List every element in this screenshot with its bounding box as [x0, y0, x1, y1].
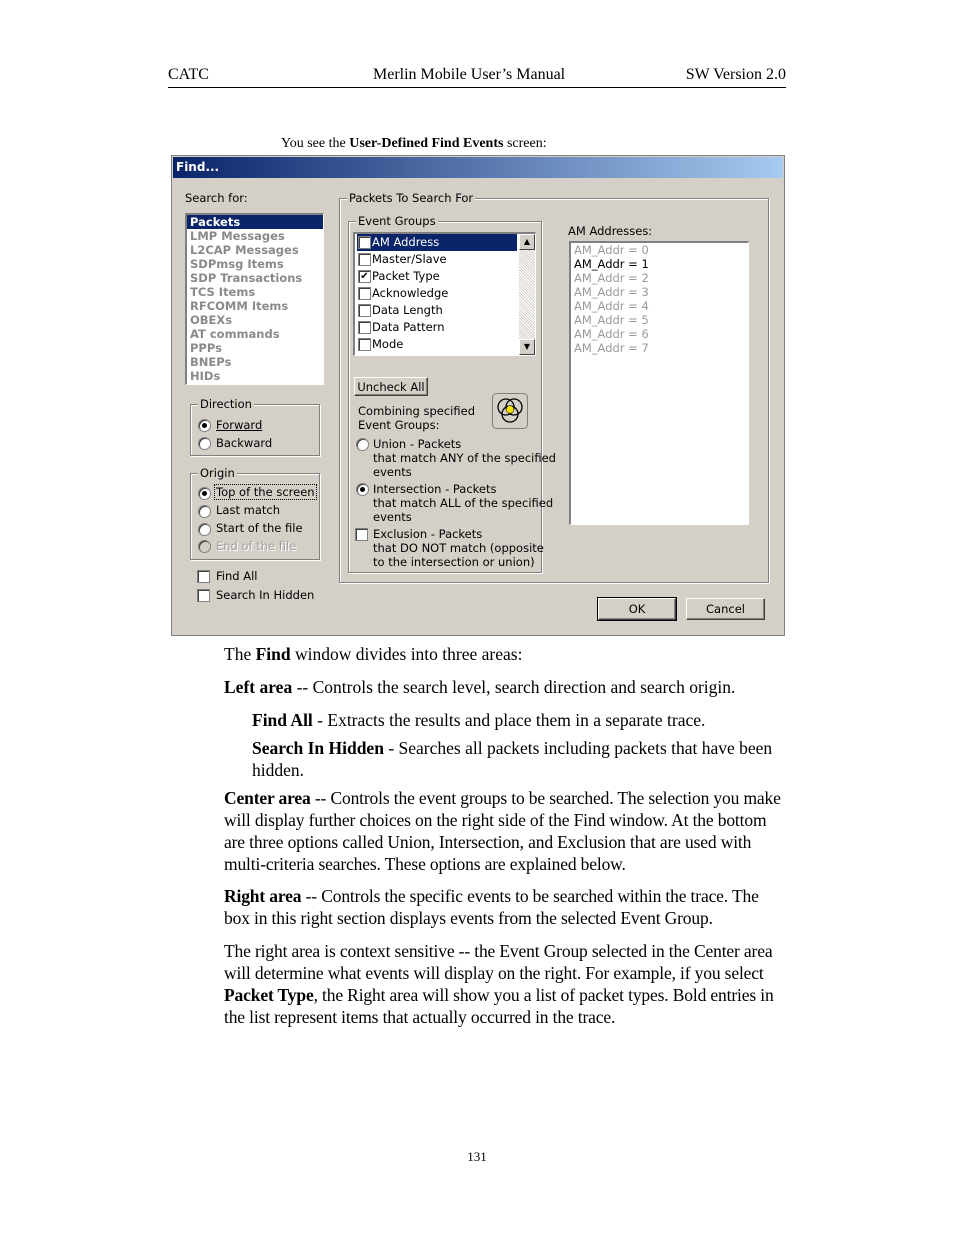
- origin-label: Origin: [200, 466, 235, 480]
- intersection-desc-1: that match ALL of the specified: [373, 496, 554, 510]
- exclusion-title: Exclusion - Packets: [373, 527, 483, 541]
- paragraph-right-area: [224, 885, 786, 929]
- top-of-screen-radio[interactable]: [198, 487, 211, 500]
- p6-text: -- Controls the specific events to be searched within the trace. The box in this right section displays events from the selected Event Group.: [224, 886, 759, 928]
- list-item[interactable]: AT commands: [190, 327, 280, 341]
- union-option[interactable]: [373, 437, 556, 479]
- page-header: [168, 64, 786, 88]
- p7-pre: The right area is context sensitive -- the Event Group selected in the Center area will determine what events will display on the right. For example, if you select: [224, 941, 773, 983]
- exclusion-desc-2: to the intersection or union): [373, 555, 535, 569]
- list-item[interactable]: PPPs: [190, 341, 222, 355]
- paragraph-find-all: [252, 709, 786, 731]
- forward-label[interactable]: Forward: [216, 418, 263, 432]
- event-group-label: Acknowledge: [372, 286, 449, 300]
- uncheck-all-button[interactable]: Uncheck All: [354, 377, 428, 396]
- event-group-packet-type[interactable]: [357, 268, 517, 285]
- dialog-title: Find...: [173, 157, 783, 178]
- p5-bold: Center area: [224, 788, 311, 808]
- exclusion-option[interactable]: [373, 527, 544, 569]
- list-item[interactable]: AM_Addr = 6: [574, 327, 649, 341]
- event-group-label: AM Address: [372, 235, 440, 249]
- list-item[interactable]: LMP Messages: [190, 229, 285, 243]
- header-title: Merlin Mobile User’s Manual: [373, 66, 566, 83]
- event-group-label: Mode: [372, 337, 404, 351]
- event-group-acknowledge[interactable]: [357, 285, 517, 302]
- event-group-label: Data Length: [372, 303, 443, 317]
- union-desc-1: that match ANY of the specified: [373, 451, 556, 465]
- event-group-data-pattern[interactable]: [357, 319, 517, 336]
- event-group-checkbox[interactable]: [358, 253, 371, 266]
- scroll-down-icon[interactable]: ▼: [519, 339, 535, 355]
- end-of-file-radio[interactable]: [198, 540, 211, 553]
- search-for-label: Search for:: [185, 191, 248, 205]
- venn-diagram-icon: [492, 393, 528, 429]
- packets-to-search-label: Packets To Search For: [349, 191, 474, 205]
- list-item[interactable]: L2CAP Messages: [190, 243, 299, 257]
- search-for-list[interactable]: [185, 213, 324, 385]
- list-item[interactable]: TCS Items: [190, 285, 256, 299]
- backward-radio[interactable]: [198, 437, 211, 450]
- exclusion-desc-1: that DO NOT match (opposite: [373, 541, 544, 555]
- list-item[interactable]: AM_Addr = 5: [574, 313, 649, 327]
- union-title: Union - Packets: [373, 437, 462, 451]
- event-groups-scrollbar[interactable]: [519, 234, 535, 355]
- intersection-option[interactable]: [373, 482, 553, 524]
- top-of-screen-label[interactable]: Top of the screen: [216, 485, 315, 499]
- event-group-checkbox[interactable]: [358, 236, 371, 249]
- start-of-file-label[interactable]: Start of the file: [216, 521, 303, 535]
- event-group-checkbox-checked[interactable]: ✔: [358, 270, 371, 283]
- am-addresses-list[interactable]: [569, 241, 749, 525]
- backward-label[interactable]: Backward: [216, 436, 273, 450]
- find-all-checkbox[interactable]: [197, 570, 210, 583]
- p4-bold: Search In Hidden: [252, 738, 384, 758]
- list-item[interactable]: AM_Addr = 2: [574, 271, 649, 285]
- cancel-button[interactable]: Cancel: [686, 598, 765, 620]
- last-match-label[interactable]: Last match: [216, 503, 280, 517]
- list-item[interactable]: BNEPs: [190, 355, 232, 369]
- event-group-checkbox[interactable]: [358, 304, 371, 317]
- list-item[interactable]: RFCOMM Items: [190, 299, 289, 313]
- paragraph-center-area: [224, 787, 786, 875]
- paragraph-find-window: [224, 643, 786, 665]
- intro-line: [281, 136, 547, 152]
- combining-line-2: Event Groups:: [358, 418, 440, 432]
- p7-post: , the Right area will show you a list of packet types. Bold entries in the list represent items that actually occurred in the trace.: [224, 985, 774, 1027]
- intersection-radio[interactable]: [356, 483, 369, 496]
- event-group-label: Master/Slave: [372, 252, 447, 266]
- search-in-hidden-label[interactable]: Search In Hidden: [216, 588, 315, 602]
- intersection-title: Intersection - Packets: [373, 482, 497, 496]
- combining-line-1: Combining specified: [358, 404, 475, 418]
- union-radio[interactable]: [356, 438, 369, 451]
- p5-text: -- Controls the event groups to be searched. The selection you make will display further choices on the right side of the Find window. At the bottom are three options called Union, Intersection, and Exclusion that are used with multi-criteria searches. These options are explained below.: [224, 788, 781, 874]
- header-company: CATC: [168, 66, 209, 83]
- header-version: SW Version 2.0: [685, 66, 786, 83]
- p7-bold: Packet Type: [224, 985, 314, 1005]
- list-item[interactable]: AM_Addr = 0: [574, 243, 649, 257]
- event-group-label: Packet Type: [372, 269, 440, 283]
- event-group-checkbox[interactable]: [358, 321, 371, 334]
- list-item[interactable]: SDP Transactions: [190, 271, 303, 285]
- list-item[interactable]: AM_Addr = 7: [574, 341, 649, 355]
- event-groups-label: Event Groups: [358, 214, 436, 228]
- end-of-file-label[interactable]: End of the file: [216, 539, 297, 553]
- forward-radio[interactable]: [198, 419, 211, 432]
- p6-bold: Right area: [224, 886, 302, 906]
- intro-post: screen:: [503, 136, 547, 151]
- am-addresses-label: AM Addresses:: [568, 224, 653, 238]
- paragraph-left-area: [224, 676, 786, 698]
- intro-pre: You see the: [281, 136, 350, 151]
- p4-text: - Searches all packets including packets that have been hidden.: [252, 738, 773, 780]
- direction-label: Direction: [200, 397, 252, 411]
- union-desc-2: events: [373, 465, 412, 479]
- p2-text: -- Controls the search level, search direction and search origin.: [292, 677, 736, 697]
- p3-bold: Find All: [252, 710, 313, 730]
- event-group-mode[interactable]: [357, 336, 517, 353]
- list-item[interactable]: HIDs: [190, 369, 221, 383]
- ok-button[interactable]: OK: [598, 598, 676, 620]
- p1-bold: Find: [255, 644, 291, 664]
- event-group-label: Data Pattern: [372, 320, 445, 334]
- exclusion-checkbox[interactable]: [355, 528, 368, 541]
- event-groups-list[interactable]: [353, 232, 536, 356]
- scroll-up-icon[interactable]: ▲: [519, 234, 535, 250]
- find-dialog: [171, 155, 785, 636]
- intersection-desc-2: events: [373, 510, 412, 524]
- event-group-am-address[interactable]: [357, 234, 517, 251]
- list-item[interactable]: AM_Addr = 4: [574, 299, 649, 313]
- event-group-data-length[interactable]: [357, 302, 517, 319]
- list-item[interactable]: OBEXs: [190, 313, 233, 327]
- list-item[interactable]: AM_Addr = 3: [574, 285, 649, 299]
- last-match-radio[interactable]: [198, 505, 211, 518]
- paragraph-search-in-hidden: [252, 737, 786, 781]
- p3-text: - Extracts the results and place them in a separate trace.: [312, 710, 706, 730]
- p1-pre: The: [224, 644, 256, 664]
- event-group-checkbox[interactable]: [358, 338, 371, 351]
- event-group-checkbox[interactable]: [358, 287, 371, 300]
- find-all-label[interactable]: Find All: [216, 569, 258, 583]
- list-item[interactable]: Packets: [187, 215, 323, 229]
- search-in-hidden-checkbox[interactable]: [197, 589, 210, 602]
- p1-post: window divides into three areas:: [290, 644, 523, 664]
- start-of-file-radio[interactable]: [198, 523, 211, 536]
- intro-bold: User-Defined Find Events: [349, 136, 504, 151]
- event-group-master-slave[interactable]: [357, 251, 517, 268]
- paragraph-context-sensitive: [224, 940, 786, 1028]
- list-item[interactable]: SDPmsg Items: [190, 257, 284, 271]
- p2-bold: Left area: [224, 677, 293, 697]
- page-number: 131: [467, 1149, 487, 1164]
- list-item[interactable]: AM_Addr = 1: [574, 257, 649, 271]
- combining-label: [358, 404, 475, 432]
